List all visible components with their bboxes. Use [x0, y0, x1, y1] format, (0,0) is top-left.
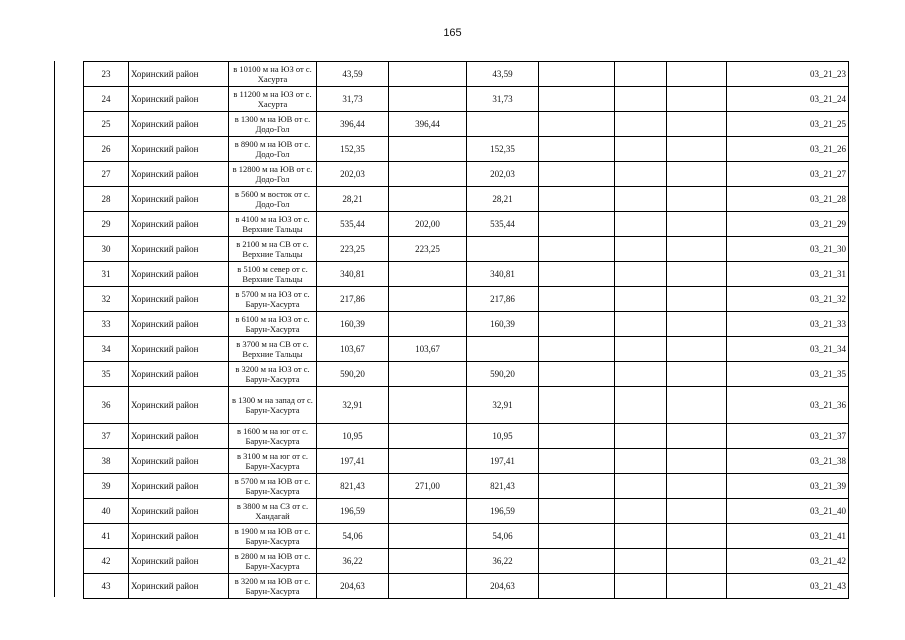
value-cell-5	[389, 187, 467, 212]
row-number: 43	[84, 574, 129, 599]
location-cell: в 5100 м север от с. Верхние Тальцы	[229, 262, 317, 287]
value-cell-6: 31,73	[467, 87, 539, 112]
district-cell: Хоринский район	[129, 449, 229, 474]
table-row	[84, 162, 849, 187]
area-cell: 535,44	[317, 212, 389, 237]
location-cell: в 12800 м на ЮВ от с. Додо-Гол	[229, 162, 317, 187]
area-cell: 223,25	[317, 237, 389, 262]
location-cell: в 5600 м восток от с. Додо-Гол	[229, 187, 317, 212]
table-row	[84, 287, 849, 312]
table-row	[84, 387, 849, 424]
code-cell: 03_21_40	[727, 499, 849, 524]
registry-table	[83, 61, 849, 599]
row-number: 31	[84, 262, 129, 287]
value-cell-8	[615, 87, 667, 112]
table-row	[84, 474, 849, 499]
location-cell: в 2800 м на ЮВ от с. Барун-Хасурта	[229, 549, 317, 574]
value-cell-6	[467, 112, 539, 137]
row-number: 34	[84, 337, 129, 362]
location-cell: в 1600 м на юг от с. Барун-Хасурта	[229, 424, 317, 449]
area-cell: 152,35	[317, 137, 389, 162]
district-cell: Хоринский район	[129, 312, 229, 337]
value-cell-7	[539, 87, 615, 112]
value-cell-7	[539, 162, 615, 187]
table-row	[84, 87, 849, 112]
value-cell-8	[615, 387, 667, 424]
value-cell-8	[615, 212, 667, 237]
area-cell: 43,59	[317, 62, 389, 87]
code-cell: 03_21_36	[727, 387, 849, 424]
value-cell-5	[389, 262, 467, 287]
value-cell-9	[667, 212, 727, 237]
row-number: 42	[84, 549, 129, 574]
area-cell: 204,63	[317, 574, 389, 599]
value-cell-7	[539, 62, 615, 87]
district-cell: Хоринский район	[129, 287, 229, 312]
value-cell-5	[389, 137, 467, 162]
value-cell-7	[539, 212, 615, 237]
value-cell-7	[539, 474, 615, 499]
value-cell-6	[467, 237, 539, 262]
row-number: 40	[84, 499, 129, 524]
code-cell: 03_21_35	[727, 362, 849, 387]
value-cell-6: 28,21	[467, 187, 539, 212]
value-cell-8	[615, 112, 667, 137]
code-cell: 03_21_37	[727, 424, 849, 449]
value-cell-6: 43,59	[467, 62, 539, 87]
table-body	[84, 62, 849, 599]
table-row	[84, 112, 849, 137]
value-cell-5: 396,44	[389, 112, 467, 137]
value-cell-5	[389, 62, 467, 87]
value-cell-8	[615, 499, 667, 524]
location-cell: в 3700 м на СВ от с. Верхние Тальцы	[229, 337, 317, 362]
value-cell-9	[667, 524, 727, 549]
value-cell-8	[615, 449, 667, 474]
value-cell-5	[389, 87, 467, 112]
table-row	[84, 137, 849, 162]
table-row	[84, 312, 849, 337]
value-cell-6: 152,35	[467, 137, 539, 162]
area-cell: 197,41	[317, 449, 389, 474]
row-number: 29	[84, 212, 129, 237]
value-cell-9	[667, 449, 727, 474]
area-cell: 103,67	[317, 337, 389, 362]
location-cell: в 1300 м на запад от с. Барун-Хасурта	[229, 387, 317, 424]
value-cell-6: 160,39	[467, 312, 539, 337]
value-cell-7	[539, 237, 615, 262]
location-cell: в 3200 м на ЮВ от с. Барун-Хасурта	[229, 574, 317, 599]
code-cell: 03_21_28	[727, 187, 849, 212]
district-cell: Хоринский район	[129, 362, 229, 387]
value-cell-5	[389, 387, 467, 424]
page-number: 165	[443, 27, 462, 39]
value-cell-5	[389, 449, 467, 474]
value-cell-8	[615, 137, 667, 162]
code-cell: 03_21_23	[727, 62, 849, 87]
value-cell-6: 340,81	[467, 262, 539, 287]
row-number: 36	[84, 387, 129, 424]
row-number: 28	[84, 187, 129, 212]
value-cell-8	[615, 524, 667, 549]
district-cell: Хоринский район	[129, 387, 229, 424]
location-cell: в 5700 м на ЮЗ от с. Барун-Хасурта	[229, 287, 317, 312]
table-row	[84, 574, 849, 599]
value-cell-9	[667, 424, 727, 449]
value-cell-6: 590,20	[467, 362, 539, 387]
location-cell: в 5700 м на ЮВ от с. Барун-Хасурта	[229, 474, 317, 499]
location-cell: в 3800 м на СЗ от с. Хандагай	[229, 499, 317, 524]
row-number: 38	[84, 449, 129, 474]
value-cell-6: 196,59	[467, 499, 539, 524]
value-cell-7	[539, 524, 615, 549]
value-cell-8	[615, 162, 667, 187]
value-cell-5	[389, 499, 467, 524]
district-cell: Хоринский район	[129, 87, 229, 112]
row-number: 35	[84, 362, 129, 387]
area-cell: 217,86	[317, 287, 389, 312]
location-cell: в 4100 м на ЮЗ от с. Верхние Тальцы	[229, 212, 317, 237]
district-cell: Хоринский район	[129, 524, 229, 549]
code-cell: 03_21_32	[727, 287, 849, 312]
location-cell: в 1900 м на ЮВ от с. Барун-Хасурта	[229, 524, 317, 549]
value-cell-5	[389, 424, 467, 449]
value-cell-9	[667, 187, 727, 212]
district-cell: Хоринский район	[129, 549, 229, 574]
value-cell-9	[667, 474, 727, 499]
value-cell-6: 10,95	[467, 424, 539, 449]
value-cell-8	[615, 549, 667, 574]
value-cell-6: 202,03	[467, 162, 539, 187]
value-cell-5	[389, 312, 467, 337]
value-cell-8	[615, 424, 667, 449]
location-cell: в 8900 м на ЮВ от с. Додо-Гол	[229, 137, 317, 162]
district-cell: Хоринский район	[129, 112, 229, 137]
left-margin-rule	[54, 61, 55, 597]
value-cell-7	[539, 387, 615, 424]
table-row	[84, 62, 849, 87]
value-cell-7	[539, 287, 615, 312]
value-cell-9	[667, 262, 727, 287]
area-cell: 28,21	[317, 187, 389, 212]
value-cell-7	[539, 112, 615, 137]
value-cell-6: 197,41	[467, 449, 539, 474]
value-cell-7	[539, 137, 615, 162]
row-number: 37	[84, 424, 129, 449]
value-cell-9	[667, 287, 727, 312]
table-row	[84, 499, 849, 524]
table-row	[84, 262, 849, 287]
location-cell: в 3200 м на ЮЗ от с. Барун-Хасурта	[229, 362, 317, 387]
code-cell: 03_21_34	[727, 337, 849, 362]
value-cell-8	[615, 312, 667, 337]
value-cell-9	[667, 549, 727, 574]
value-cell-6: 204,63	[467, 574, 539, 599]
value-cell-6: 54,06	[467, 524, 539, 549]
district-cell: Хоринский район	[129, 237, 229, 262]
value-cell-7	[539, 549, 615, 574]
district-cell: Хоринский район	[129, 62, 229, 87]
row-number: 41	[84, 524, 129, 549]
value-cell-5	[389, 162, 467, 187]
value-cell-9	[667, 387, 727, 424]
row-number: 39	[84, 474, 129, 499]
table-row	[84, 337, 849, 362]
area-cell: 160,39	[317, 312, 389, 337]
area-cell: 54,06	[317, 524, 389, 549]
value-cell-7	[539, 424, 615, 449]
value-cell-5: 223,25	[389, 237, 467, 262]
table-row	[84, 362, 849, 387]
value-cell-6: 535,44	[467, 212, 539, 237]
area-cell: 36,22	[317, 549, 389, 574]
table-row	[84, 187, 849, 212]
code-cell: 03_21_33	[727, 312, 849, 337]
value-cell-7	[539, 574, 615, 599]
value-cell-5: 202,00	[389, 212, 467, 237]
value-cell-5	[389, 574, 467, 599]
area-cell: 202,03	[317, 162, 389, 187]
value-cell-5	[389, 362, 467, 387]
district-cell: Хоринский район	[129, 337, 229, 362]
value-cell-8	[615, 574, 667, 599]
value-cell-8	[615, 362, 667, 387]
district-cell: Хоринский район	[129, 212, 229, 237]
value-cell-9	[667, 499, 727, 524]
code-cell: 03_21_24	[727, 87, 849, 112]
area-cell: 31,73	[317, 87, 389, 112]
district-cell: Хоринский район	[129, 262, 229, 287]
value-cell-7	[539, 337, 615, 362]
table-row	[84, 424, 849, 449]
location-cell: в 3100 м на юг от с. Барун-Хасурта	[229, 449, 317, 474]
district-cell: Хоринский район	[129, 424, 229, 449]
value-cell-8	[615, 474, 667, 499]
value-cell-8	[615, 62, 667, 87]
value-cell-8	[615, 237, 667, 262]
value-cell-9	[667, 112, 727, 137]
value-cell-7	[539, 499, 615, 524]
code-cell: 03_21_30	[727, 237, 849, 262]
row-number: 32	[84, 287, 129, 312]
area-cell: 196,59	[317, 499, 389, 524]
value-cell-8	[615, 262, 667, 287]
value-cell-9	[667, 362, 727, 387]
row-number: 23	[84, 62, 129, 87]
value-cell-8	[615, 287, 667, 312]
table-row	[84, 524, 849, 549]
area-cell: 340,81	[317, 262, 389, 287]
value-cell-9	[667, 574, 727, 599]
code-cell: 03_21_26	[727, 137, 849, 162]
table-row	[84, 212, 849, 237]
district-cell: Хоринский район	[129, 137, 229, 162]
row-number: 26	[84, 137, 129, 162]
location-cell: в 11200 м на ЮЗ от с. Хасурта	[229, 87, 317, 112]
value-cell-9	[667, 237, 727, 262]
code-cell: 03_21_31	[727, 262, 849, 287]
table-row	[84, 449, 849, 474]
area-cell: 10,95	[317, 424, 389, 449]
area-cell: 396,44	[317, 112, 389, 137]
location-cell: в 1300 м на ЮВ от с. Додо-Гол	[229, 112, 317, 137]
value-cell-6: 32,91	[467, 387, 539, 424]
code-cell: 03_21_38	[727, 449, 849, 474]
value-cell-5	[389, 524, 467, 549]
row-number: 30	[84, 237, 129, 262]
district-cell: Хоринский район	[129, 474, 229, 499]
value-cell-7	[539, 449, 615, 474]
code-cell: 03_21_43	[727, 574, 849, 599]
value-cell-9	[667, 87, 727, 112]
code-cell: 03_21_39	[727, 474, 849, 499]
code-cell: 03_21_41	[727, 524, 849, 549]
value-cell-8	[615, 337, 667, 362]
row-number: 24	[84, 87, 129, 112]
value-cell-5	[389, 549, 467, 574]
district-cell: Хоринский район	[129, 499, 229, 524]
district-cell: Хоринский район	[129, 162, 229, 187]
value-cell-9	[667, 162, 727, 187]
row-number: 25	[84, 112, 129, 137]
value-cell-6: 36,22	[467, 549, 539, 574]
value-cell-6: 821,43	[467, 474, 539, 499]
value-cell-7	[539, 262, 615, 287]
location-cell: в 10100 м на ЮЗ от с. Хасурта	[229, 62, 317, 87]
code-cell: 03_21_25	[727, 112, 849, 137]
value-cell-9	[667, 62, 727, 87]
value-cell-8	[615, 187, 667, 212]
district-cell: Хоринский район	[129, 187, 229, 212]
location-cell: в 2100 м на СВ от с. Верхние Тальцы	[229, 237, 317, 262]
value-cell-6	[467, 337, 539, 362]
table-row	[84, 237, 849, 262]
code-cell: 03_21_29	[727, 212, 849, 237]
row-number: 33	[84, 312, 129, 337]
location-cell: в 6100 м на ЮЗ от с. Барун-Хасурта	[229, 312, 317, 337]
value-cell-9	[667, 137, 727, 162]
value-cell-6: 217,86	[467, 287, 539, 312]
value-cell-5: 271,00	[389, 474, 467, 499]
code-cell: 03_21_42	[727, 549, 849, 574]
value-cell-5	[389, 287, 467, 312]
value-cell-7	[539, 187, 615, 212]
area-cell: 590,20	[317, 362, 389, 387]
code-cell: 03_21_27	[727, 162, 849, 187]
table-row	[84, 549, 849, 574]
area-cell: 32,91	[317, 387, 389, 424]
value-cell-7	[539, 362, 615, 387]
value-cell-7	[539, 312, 615, 337]
value-cell-9	[667, 312, 727, 337]
area-cell: 821,43	[317, 474, 389, 499]
value-cell-9	[667, 337, 727, 362]
row-number: 27	[84, 162, 129, 187]
value-cell-5: 103,67	[389, 337, 467, 362]
district-cell: Хоринский район	[129, 574, 229, 599]
